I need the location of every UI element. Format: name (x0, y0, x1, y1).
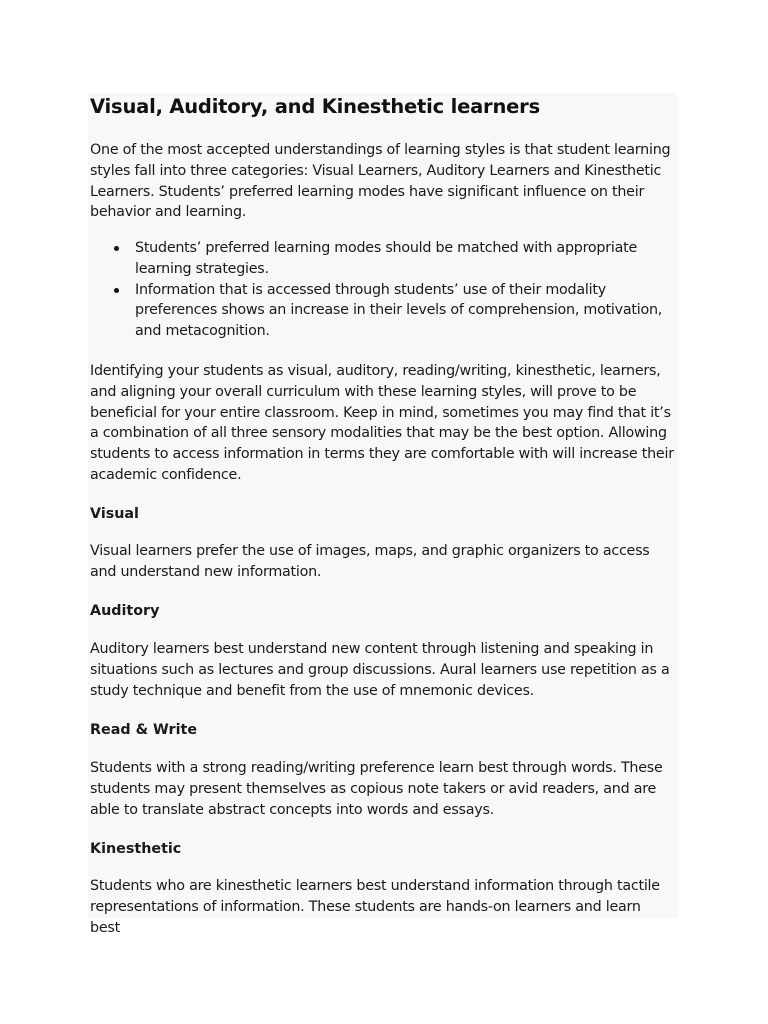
bullet-text: Information that is accessed through students’ use of their modality preferences shows an increase in their levels of comprehension, motivation, and metacognition. (135, 281, 663, 340)
section-heading-auditory: Auditory (90, 603, 160, 619)
identifying-paragraph: Identifying your students as visual, auditory, reading/writing, kinesthetic, learners, and aligning your overall curriculum with these learning styles, will prove to be beneficial for your entire classroom. Keep in mind, sometimes you may find that it’s a combination of all three sensory modalities that may be the best option. Allowing students to access information in terms they are comfortable with will increase their academic confidence. (90, 363, 674, 483)
intro-paragraph: One of the most accepted understandings of learning styles is that student learning styles fall into three categories: Visual Learners, Auditory Learners and Kinesthetic Learners. Students’ preferred learning modes have significant influence on their behavior and learning. (90, 142, 671, 221)
document-page (88, 93, 678, 936)
bullet-icon (114, 246, 119, 251)
section-heading-read-write: Read & Write (90, 722, 198, 738)
bullet-item (90, 238, 674, 280)
section-heading-visual: Visual (90, 506, 139, 522)
bullet-icon (114, 288, 119, 293)
section-text-read-write: Students with a strong reading/writing preference learn best through words. These students may present themselves as copious note takers or avid readers, and are able to translate abstract concepts into words and essays. (90, 760, 663, 818)
bullet-item (90, 280, 674, 342)
section-text-auditory: Auditory learners best understand new content through listening and speaking in situations such as lectures and group discussions. Aural learners use repetition as a study technique and benefit from the use of mnemonic devices. (90, 641, 670, 699)
section-heading-kinesthetic: Kinesthetic (90, 841, 182, 857)
section-text-kinesthetic: Students who are kinesthetic learners best understand information through tactile representations of information. These students are hands-on learners and learn best (90, 878, 660, 936)
bullet-text: Students’ preferred learning modes should be matched with appropriate learning strategies. (135, 240, 637, 277)
bullet-list (90, 238, 674, 342)
document-title: Visual, Auditory, and Kinesthetic learners (90, 95, 541, 118)
section-text-visual: Visual learners prefer the use of images, maps, and graphic organizers to access and understand new information. (90, 543, 650, 580)
